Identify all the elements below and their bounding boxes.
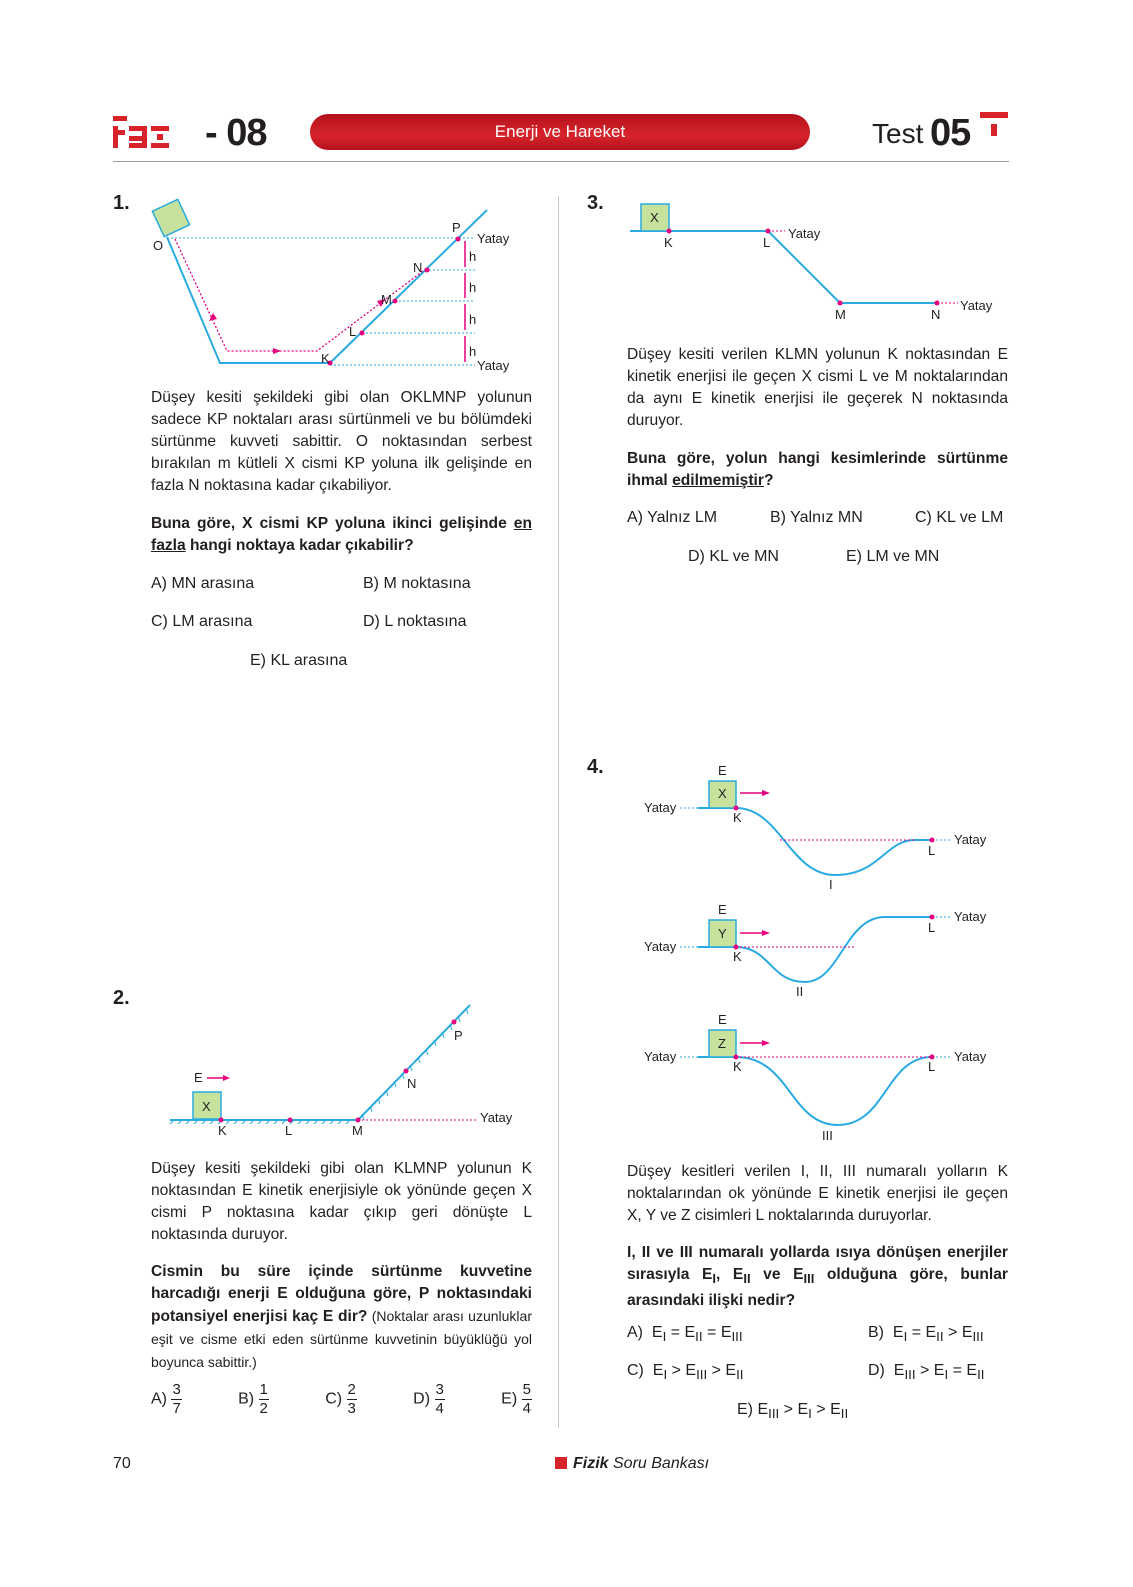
svg-text:E: E: [718, 763, 727, 778]
page-number: 70: [113, 1455, 131, 1472]
q4-diagram: [640, 760, 1015, 1145]
svg-text:X: X: [718, 786, 727, 801]
q1-label-yatay-bottom: Yatay: [477, 358, 510, 373]
q1-label-yatay-top: Yatay: [477, 231, 510, 246]
q1-option-d[interactable]: D) L noktasına: [363, 613, 467, 630]
header-mark-icon: [980, 110, 1010, 150]
q3-text: Düşey kesiti verilen KLMN yolunun K noktasından E kinetik enerjisi ile geçen X cismi L ve M noktalarından da aynı E kinetik enerjisi ile geçerek N noktasında duruyor.: [627, 346, 1008, 429]
svg-text:Yatay: Yatay: [954, 832, 987, 847]
q4-text: Düşey kesitleri verilen I, II, III numaralı yolların K noktalarından ok yönünde E kinetik enerjisi ile geçen X, Y ve Z cisimleri L noktalarında duruyorlar.: [627, 1163, 1008, 1224]
q1-option-a[interactable]: A) MN arasına: [151, 575, 255, 592]
q1-box: [152, 199, 189, 236]
q2-question: Cismin bu süre içinde sürtünme kuvvetine harcadığı enerji E olduğuna göre, P noktasındaki potansiyel enerjisi kaç E dir? (Noktalar arası uzunluklar eşit ve cisme etki eden sürtünme kuvvetinin büyüklüğü yol boyunca sabittir.): [151, 1263, 532, 1370]
q1-label-p: P: [452, 220, 461, 235]
q1-question: Buna göre, X cismi KP yoluna ikinci gelişinde en fazla hangi noktaya kadar çıkabilir?: [151, 515, 532, 554]
q3-question: Buna göre, yolun hangi kesimlerinde sürtünme ihmal edilmemiştir?: [627, 450, 1008, 489]
svg-text:E: E: [718, 902, 727, 917]
svg-text:Yatay: Yatay: [644, 939, 677, 954]
svg-text:III: III: [822, 1128, 833, 1143]
q4-number: 4.: [587, 756, 604, 778]
q4-option-a[interactable]: A) $E_I = E_{II} = E_{III}$: [627, 1324, 743, 1345]
svg-text:M: M: [352, 1123, 363, 1138]
svg-text:Yatay: Yatay: [954, 1049, 987, 1064]
svg-text:N: N: [931, 307, 941, 322]
q3-option-e[interactable]: E) LM ve MN: [846, 548, 940, 565]
svg-text:K: K: [218, 1123, 227, 1138]
q2-options: [151, 1381, 532, 1418]
q1-label-o: O: [153, 238, 164, 253]
svg-text:K: K: [733, 949, 742, 964]
q3-number: 3.: [587, 192, 604, 214]
svg-text:P: P: [454, 1028, 463, 1043]
svg-text:K: K: [733, 1059, 742, 1074]
q4-question: I, II ve III numaralı yollarda ısıya dönüşen enerjiler sırasıyla $E_I$, $E_{II}$ ve $E_{III}$ olduğuna göre, bunlar arasındaki ilişki nedir?: [627, 1244, 1008, 1310]
svg-text:h: h: [469, 280, 477, 295]
topic-banner: Enerji ve Hareket: [310, 114, 810, 150]
q3-diagram: [625, 198, 1015, 326]
q1-label-n: N: [413, 260, 423, 275]
q1-label-m: M: [381, 292, 392, 307]
header-rule: [113, 161, 1009, 162]
svg-text:Z: Z: [718, 1036, 726, 1051]
brand-logo: [113, 112, 201, 152]
q4-option-d[interactable]: D) $E_{III} > E_I = E_{II}$: [868, 1362, 985, 1383]
series-number: - 08: [205, 112, 267, 154]
q1-option-e[interactable]: E) KL arasına: [250, 652, 348, 669]
svg-text:N: N: [407, 1076, 417, 1091]
svg-text:L: L: [928, 920, 936, 935]
q4-option-b[interactable]: B) $E_I = E_{II} > E_{III}$: [868, 1324, 984, 1345]
svg-text:E: E: [194, 1070, 203, 1085]
q3-option-c[interactable]: C) KL ve LM: [915, 509, 1004, 526]
svg-text:Yatay: Yatay: [788, 226, 821, 241]
svg-text:L: L: [763, 235, 771, 250]
svg-text:L: L: [928, 1059, 936, 1074]
q1-text: Düşey kesiti şekildeki gibi olan OKLMNP yolunun sadece KP noktaları arası sürtünmeli ve bu bölümdeki sürtünme kuvveti sabittir. O noktasından serbest bırakılan m kütleli X cismi KP yoluna ilk gelişinde en fazla N noktasına kadar çıkabiliyor.: [151, 389, 532, 494]
svg-text:Yatay: Yatay: [954, 909, 987, 924]
svg-text:L: L: [928, 843, 936, 858]
q4-option-c[interactable]: C) $E_I > E_{III} > E_{II}$: [627, 1362, 744, 1383]
svg-text:h: h: [469, 312, 477, 327]
column-divider: [558, 196, 559, 1428]
svg-text:I: I: [829, 877, 833, 892]
q2-text: Düşey kesiti şekildeki gibi olan KLMNP yolunun K noktasından E kinetik enerjisiyle ok yönünde geçen X cismi P noktasına kadar çıkıp geri dönüşte L noktasında duruyor.: [151, 1160, 532, 1243]
q1-option-c[interactable]: C) LM arasına: [151, 613, 253, 630]
q1-label-k: K: [321, 351, 330, 366]
q1-track: [167, 210, 487, 363]
q2-number: 2.: [113, 987, 130, 1009]
q2-option-c[interactable]: C) $\frac{2}{3}$: [325, 1381, 356, 1417]
svg-text:h: h: [469, 344, 477, 359]
svg-text:Yatay: Yatay: [644, 1049, 677, 1064]
test-label: Test: [872, 118, 924, 149]
q1-option-b[interactable]: B) M noktasına: [363, 575, 471, 592]
svg-text:Y: Y: [718, 926, 727, 941]
q3-option-d[interactable]: D) KL ve MN: [688, 548, 779, 565]
svg-text:K: K: [733, 810, 742, 825]
svg-text:II: II: [796, 984, 804, 999]
q1-diagram: [145, 195, 545, 380]
red-square-icon: [555, 1457, 567, 1469]
svg-text:L: L: [285, 1123, 293, 1138]
svg-text:E: E: [718, 1012, 727, 1027]
svg-text:Yatay: Yatay: [480, 1110, 513, 1125]
q3-option-a[interactable]: A) Yalnız LM: [627, 509, 718, 526]
q1-label-l: L: [349, 324, 357, 339]
q2-option-d[interactable]: D) $\frac{3}{4}$: [413, 1381, 444, 1417]
svg-text:Yatay: Yatay: [644, 800, 677, 815]
svg-text:X: X: [202, 1099, 211, 1114]
q1-number: 1.: [113, 192, 130, 214]
svg-text:Yatay: Yatay: [960, 298, 993, 313]
q2-option-b[interactable]: B) $\frac{1}{2}$: [238, 1381, 268, 1417]
test-number: 05: [930, 112, 971, 154]
q4-option-e[interactable]: E) $E_{III} > E_I > E_{II}$: [737, 1401, 849, 1422]
svg-text:h: h: [469, 249, 477, 264]
svg-text:X: X: [650, 210, 659, 225]
q2-option-a[interactable]: A) $\frac{3}{7}$: [151, 1381, 181, 1417]
q2-diagram: [160, 1000, 540, 1145]
q2-option-e[interactable]: E) $\frac{5}{4}$: [501, 1381, 531, 1417]
faz-logo-icon: [113, 112, 201, 152]
book-title: Fizik Soru Bankası: [555, 1455, 709, 1473]
svg-text:K: K: [664, 235, 673, 250]
q3-option-b[interactable]: B) Yalnız MN: [770, 509, 863, 526]
svg-text:M: M: [835, 307, 846, 322]
